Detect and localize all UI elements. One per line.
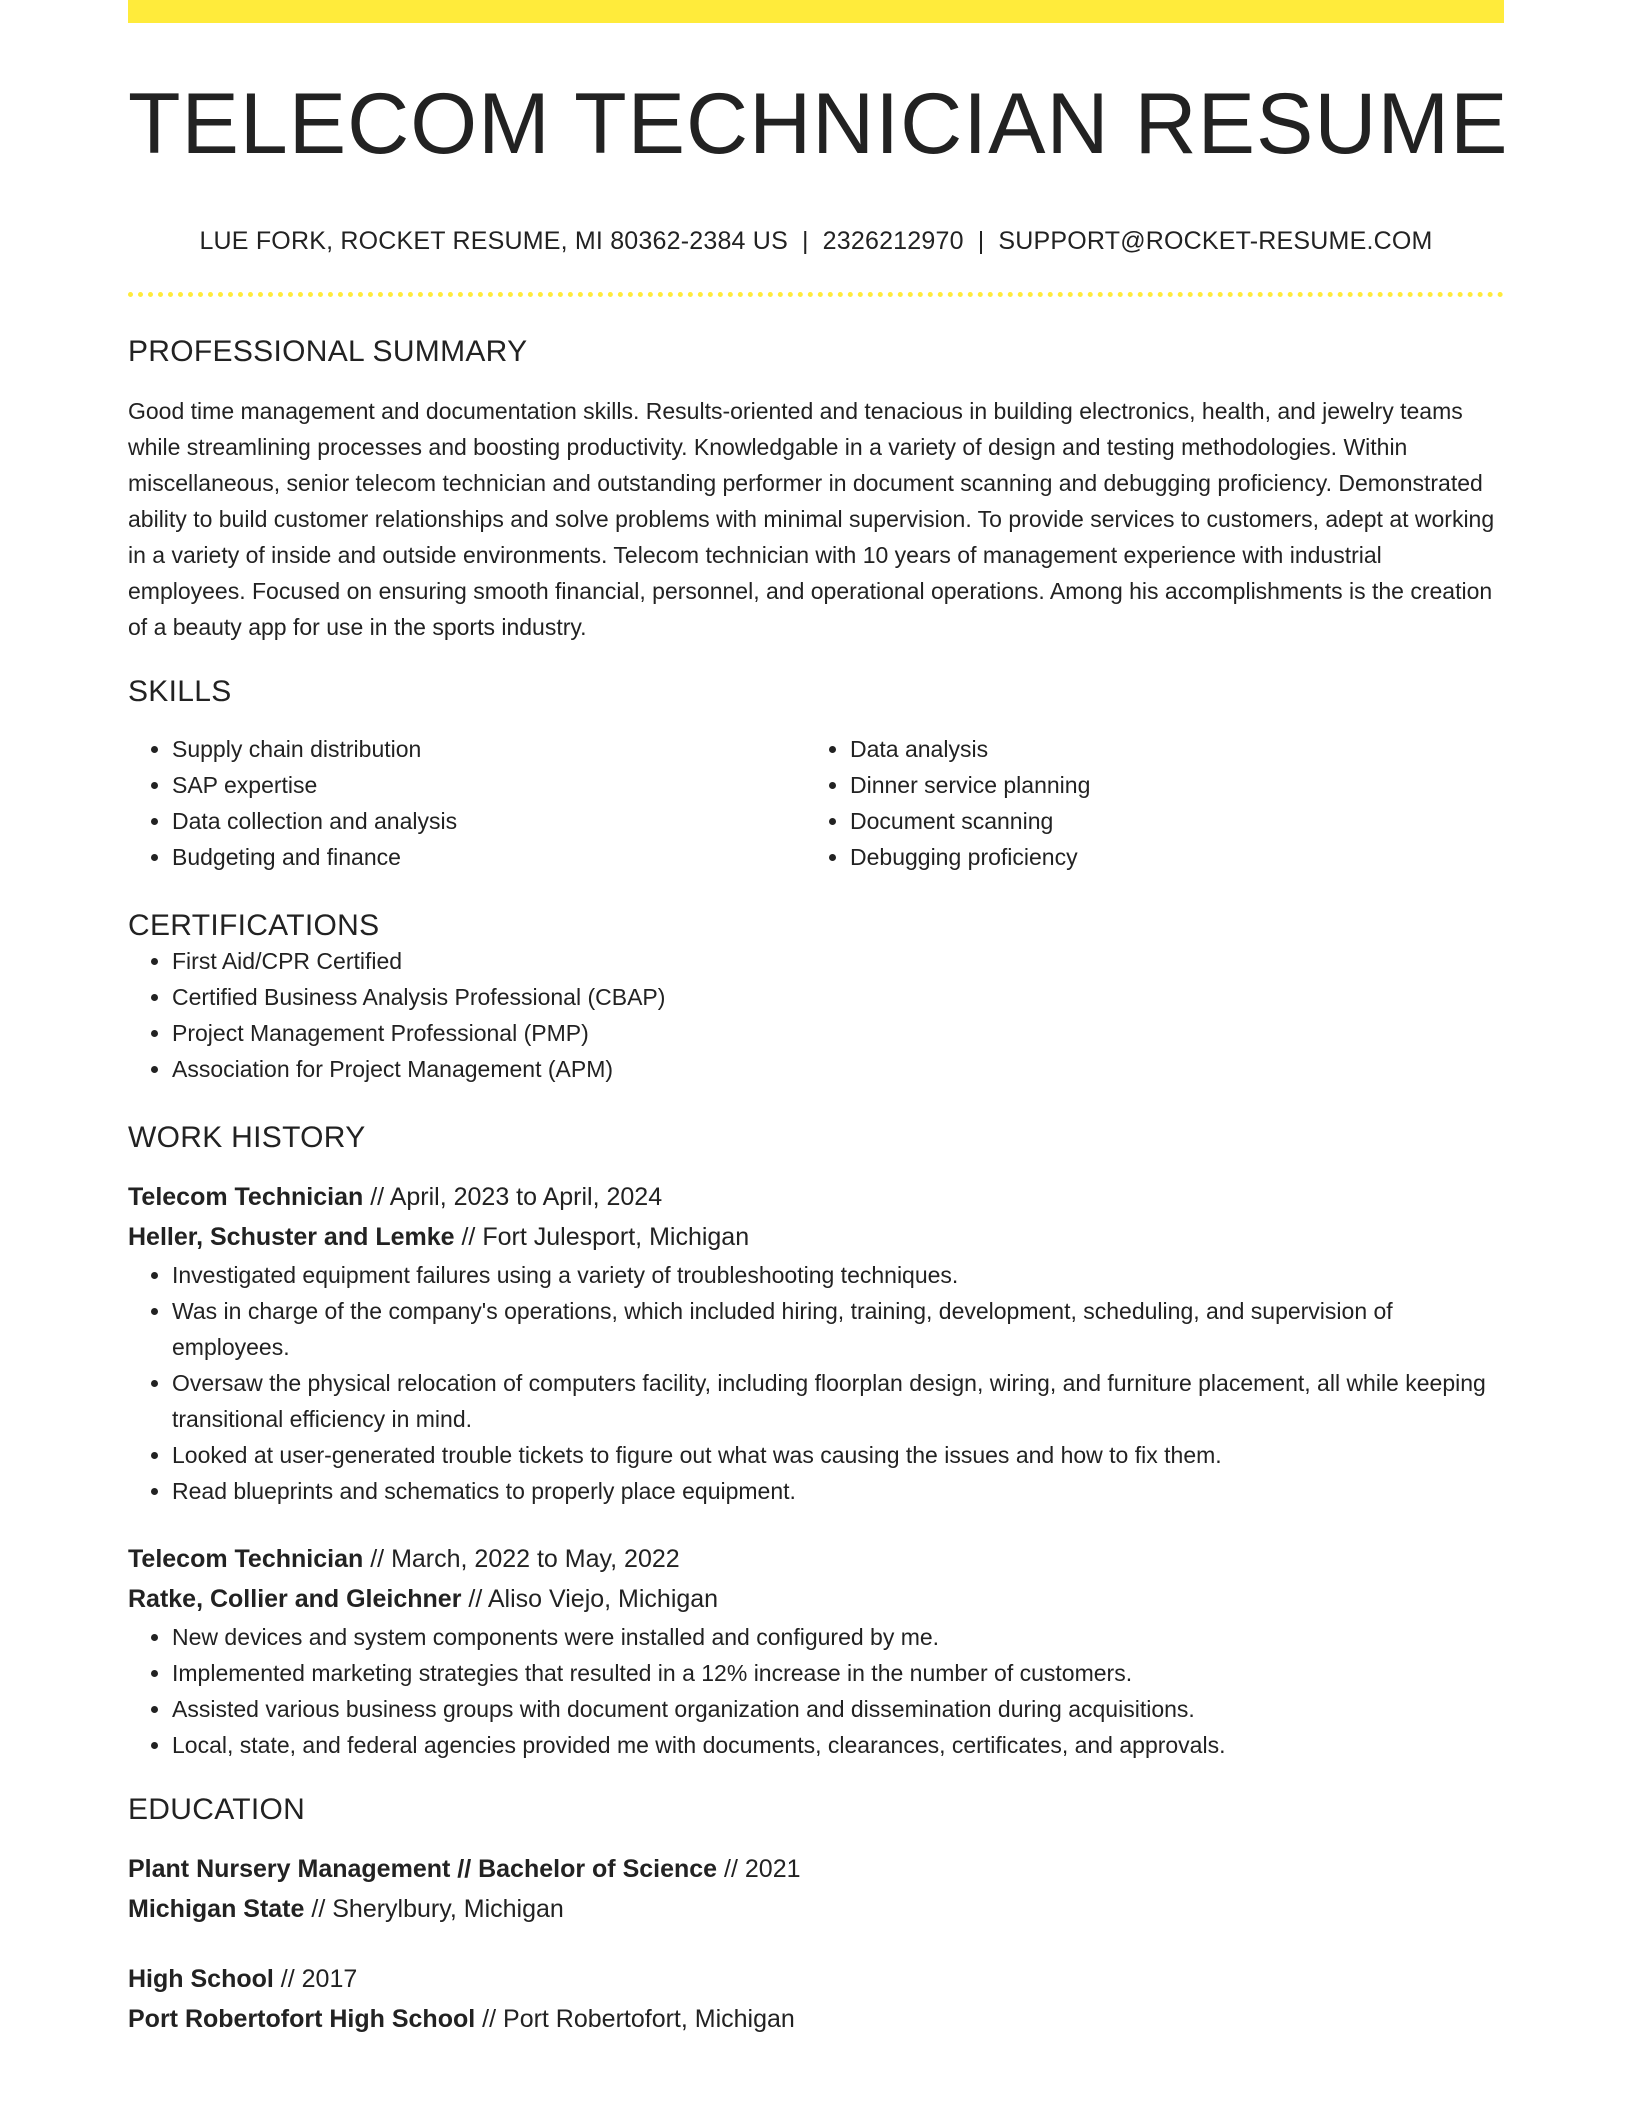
- contact-address: LUE FORK, ROCKET RESUME, MI 80362-2384 US: [199, 227, 788, 255]
- job-company: Ratke, Collier and Gleichner: [128, 1585, 462, 1613]
- certifications-list: [128, 943, 1504, 1087]
- job-location: Aliso Viejo, Michigan: [487, 1585, 719, 1613]
- job-bullet: • Was in charge of the company's operations, which included hiring, training, development, scheduling, and supervision of employees.: [172, 1293, 1504, 1365]
- job-title-line: [128, 1539, 1504, 1579]
- job-company-line: [128, 1217, 1504, 1257]
- skill-item: • Budgeting and finance: [172, 839, 806, 875]
- job-entry: [128, 1177, 1504, 1509]
- job-bullets: [128, 1619, 1504, 1763]
- certification-item: • Certified Business Analysis Professional (CBAP): [172, 979, 1504, 1015]
- job-company: Heller, Schuster and Lemke: [128, 1223, 455, 1251]
- job-bullet: • Oversaw the physical relocation of computers facility, including floorplan design, wiring, and furniture placement, all while keeping transitional efficiency in mind.: [172, 1365, 1504, 1437]
- job-bullet: • Assisted various business groups with document organization and dissemination during acquisitions.: [172, 1691, 1504, 1727]
- contact-separator: |: [977, 227, 985, 255]
- job-title: Telecom Technician: [128, 1545, 364, 1573]
- job-divider: //: [370, 1545, 385, 1573]
- education-degree: High School: [128, 1965, 274, 1993]
- education-entry: [128, 1849, 1504, 1929]
- skill-item: • Document scanning: [850, 803, 1484, 839]
- education-school-line: [128, 1889, 1504, 1929]
- certification-item: • Project Management Professional (PMP): [172, 1015, 1504, 1051]
- skill-item: • Dinner service planning: [850, 767, 1484, 803]
- certification-item: • Association for Project Management (APM): [172, 1051, 1504, 1087]
- job-dates: April, 2023 to April, 2024: [389, 1183, 663, 1211]
- skills-list-left: [128, 731, 806, 875]
- education-school: Port Robertofort High School: [128, 2005, 476, 2033]
- education-year: 2021: [744, 1855, 801, 1883]
- skills-list-right: [806, 731, 1484, 875]
- contact-separator: |: [801, 227, 809, 255]
- education-location: Port Robertofort, Michigan: [503, 2005, 795, 2033]
- skills-heading: SKILLS: [128, 675, 232, 708]
- skills-grid: [128, 731, 1504, 875]
- job-divider: //: [370, 1183, 385, 1211]
- job-dates: March, 2022 to May, 2022: [391, 1545, 680, 1573]
- education-degree: Plant Nursery Management // Bachelor of Science: [128, 1855, 718, 1883]
- resume-title: TELECOM TECHNICIAN RESUME: [128, 76, 1509, 172]
- contact-phone: 2326212970: [822, 227, 964, 255]
- skill-item: • SAP expertise: [172, 767, 806, 803]
- education-divider: //: [311, 1895, 326, 1923]
- contact-email: SUPPORT@ROCKET-RESUME.COM: [998, 227, 1433, 255]
- education-degree-line: [128, 1959, 1504, 1999]
- job-bullet: • Implemented marketing strategies that resulted in a 12% increase in the number of customers.: [172, 1655, 1504, 1691]
- summary-heading: PROFESSIONAL SUMMARY: [128, 335, 528, 368]
- job-title-line: [128, 1177, 1504, 1217]
- skill-item: • Debugging proficiency: [850, 839, 1484, 875]
- resume-page: [128, 0, 1509, 2039]
- education-school: Michigan State: [128, 1895, 305, 1923]
- certifications-heading: CERTIFICATIONS: [128, 909, 380, 942]
- skill-item: • Data analysis: [850, 731, 1484, 767]
- education-location: Sherylbury, Michigan: [332, 1895, 564, 1923]
- skill-item: • Supply chain distribution: [172, 731, 806, 767]
- header-divider: [128, 292, 1504, 297]
- work-history-heading: WORK HISTORY: [128, 1121, 366, 1154]
- job-title: Telecom Technician: [128, 1183, 364, 1211]
- education-divider: //: [280, 1965, 295, 1993]
- job-bullet: • New devices and system components were installed and configured by me.: [172, 1619, 1504, 1655]
- job-bullet: • Read blueprints and schematics to properly place equipment.: [172, 1473, 1504, 1509]
- job-bullet: • Local, state, and federal agencies provided me with documents, clearances, certificates, and approvals.: [172, 1727, 1504, 1763]
- skill-item: • Data collection and analysis: [172, 803, 806, 839]
- education-divider: //: [482, 2005, 497, 2033]
- contact-line: [128, 227, 1504, 256]
- summary-text: Good time management and documentation skills. Results-oriented and tenacious in building electronics, health, and jewelry teams while streamlining processes and boosting productivity. Knowledgable in a variety of design and testing methodologies. Within miscellaneous, senior telecom technician and outstanding performer in document scanning and debugging proficiency. Demonstrated ability to build customer relationships and solve problems with minimal supervision. To provide services to customers, adept at working in a variety of inside and outside environments. Telecom technician with 10 years of management experience with industrial employees. Focused on ensuring smooth financial, personnel, and operational operations. Among his accomplishments is the creation of a beauty app for use in the sports industry.: [128, 398, 1495, 640]
- top-accent-bar: [128, 0, 1504, 23]
- job-bullet: • Looked at user-generated trouble tickets to figure out what was causing the issues and how to fix them.: [172, 1437, 1504, 1473]
- job-location: Fort Julesport, Michigan: [482, 1223, 750, 1251]
- education-entry: [128, 1959, 1504, 2039]
- education-divider: //: [724, 1855, 738, 1883]
- education-year: 2017: [301, 1965, 358, 1993]
- education-school-line: [128, 1999, 1504, 2039]
- education-heading: EDUCATION: [128, 1793, 306, 1826]
- education-degree-line: [128, 1849, 1504, 1889]
- job-bullet: • Investigated equipment failures using a variety of troubleshooting techniques.: [172, 1257, 1504, 1293]
- job-divider: //: [461, 1223, 476, 1251]
- job-company-line: [128, 1579, 1504, 1619]
- job-bullets: [128, 1257, 1504, 1509]
- certification-item: • First Aid/CPR Certified: [172, 943, 1504, 979]
- job-divider: //: [468, 1585, 483, 1613]
- job-entry: [128, 1539, 1504, 1763]
